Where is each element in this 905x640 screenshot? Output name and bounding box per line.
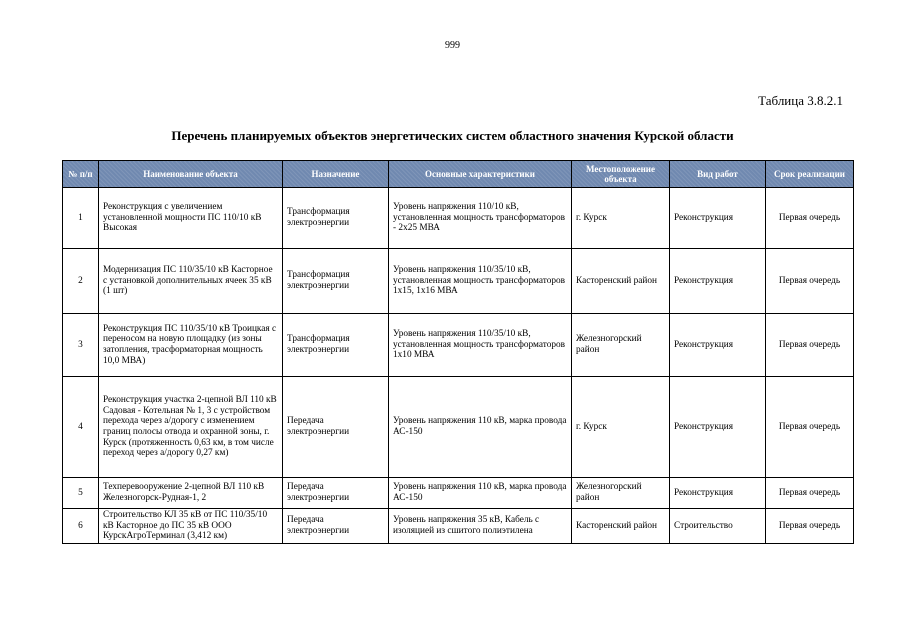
row-purpose: Передача электроэнергии <box>283 377 389 478</box>
page-number: 999 <box>445 40 460 51</box>
row-characteristics: Уровень напряжения 110/35/10 кВ, установленная мощность трансформаторов 1х15, 1х16 МВА <box>389 249 572 314</box>
row-object-name: Реконструкция с увеличением установленной мощности ПС 110/10 кВ Высокая <box>99 188 283 249</box>
row-deadline: Первая очередь <box>766 377 854 478</box>
row-characteristics: Уровень напряжения 110/10 кВ, установленная мощность трансформаторов - 2х25 МВА <box>389 188 572 249</box>
table-row <box>63 478 854 509</box>
row-characteristics: Уровень напряжения 110/35/10 кВ, установленная мощность трансформаторов 1х10 МВА <box>389 314 572 377</box>
row-deadline: Первая очередь <box>766 188 854 249</box>
header-purpose: Назначение <box>283 161 389 188</box>
row-location: Касторенский район <box>572 249 670 314</box>
row-num: 3 <box>63 314 99 377</box>
row-purpose: Передача электроэнергии <box>283 478 389 509</box>
row-object-name: Техперевооружение 2-цепной ВЛ 110 кВ Железногорск-Рудная-1, 2 <box>99 478 283 509</box>
row-deadline: Первая очередь <box>766 249 854 314</box>
row-characteristics: Уровень напряжения 110 кВ, марка провода АС-150 <box>389 478 572 509</box>
row-work-type: Реконструкция <box>670 314 766 377</box>
energy-objects-table <box>62 160 854 544</box>
row-location: г. Курск <box>572 188 670 249</box>
row-purpose: Трансформация электроэнергии <box>283 188 389 249</box>
row-num: 4 <box>63 377 99 478</box>
row-work-type: Строительство <box>670 509 766 544</box>
row-num: 5 <box>63 478 99 509</box>
row-work-type: Реконструкция <box>670 377 766 478</box>
row-characteristics: Уровень напряжения 35 кВ, Кабель с изоляцией из сшитого полиэтилена <box>389 509 572 544</box>
document-title: Перечень планируемых объектов энергетических систем областного значения Курской области <box>171 128 734 143</box>
row-location: Железногорский район <box>572 314 670 377</box>
row-characteristics: Уровень напряжения 110 кВ, марка провода АС-150 <box>389 377 572 478</box>
row-deadline: Первая очередь <box>766 314 854 377</box>
row-work-type: Реконструкция <box>670 249 766 314</box>
row-deadline: Первая очередь <box>766 509 854 544</box>
row-location: Железногорский район <box>572 478 670 509</box>
row-num: 2 <box>63 249 99 314</box>
row-object-name: Модернизация ПС 110/35/10 кВ Касторное с установкой дополнительных ячеек 35 кВ (1 шт) <box>99 249 283 314</box>
row-object-name: Строительство КЛ 35 кВ от ПС 110/35/10 кВ Касторное до ПС 35 кВ ООО КурскАгроТерминал (3,412 км) <box>99 509 283 544</box>
row-num: 6 <box>63 509 99 544</box>
table-row <box>63 314 854 377</box>
row-object-name: Реконструкция ПС 110/35/10 кВ Троицкая с переносом на новую площадку (из зоны затопления, трасформаторная мощность 10,0 МВА) <box>99 314 283 377</box>
row-object-name: Реконструкция участка 2-цепной ВЛ 110 кВ Садовая - Котельная № 1, 3 с устройством перехода через а/дорогу с изменением границ полосы отвода и охранной зоны, г. Курск (протяженность 0,63 км, в том числе переход через а/дорогу 0,27 км) <box>99 377 283 478</box>
header-deadline: Срок реализации <box>766 161 854 188</box>
table-row <box>63 377 854 478</box>
row-work-type: Реконструкция <box>670 478 766 509</box>
row-num: 1 <box>63 188 99 249</box>
header-num: № п/п <box>63 161 99 188</box>
header-location: Местоположение объекта <box>572 161 670 188</box>
row-purpose: Передача электроэнергии <box>283 509 389 544</box>
row-location: Касторенский район <box>572 509 670 544</box>
header-work-type: Вид работ <box>670 161 766 188</box>
table-row <box>63 188 854 249</box>
table-number: Таблица 3.8.2.1 <box>758 93 843 108</box>
header-name: Наименование объекта <box>99 161 283 188</box>
table-row <box>63 249 854 314</box>
row-purpose: Трансформация электроэнергии <box>283 314 389 377</box>
table-row <box>63 509 854 544</box>
row-work-type: Реконструкция <box>670 188 766 249</box>
header-characteristics: Основные характеристики <box>389 161 572 188</box>
row-location: г. Курск <box>572 377 670 478</box>
table-header-row <box>63 161 854 188</box>
row-deadline: Первая очередь <box>766 478 854 509</box>
row-purpose: Трансформация электроэнергии <box>283 249 389 314</box>
